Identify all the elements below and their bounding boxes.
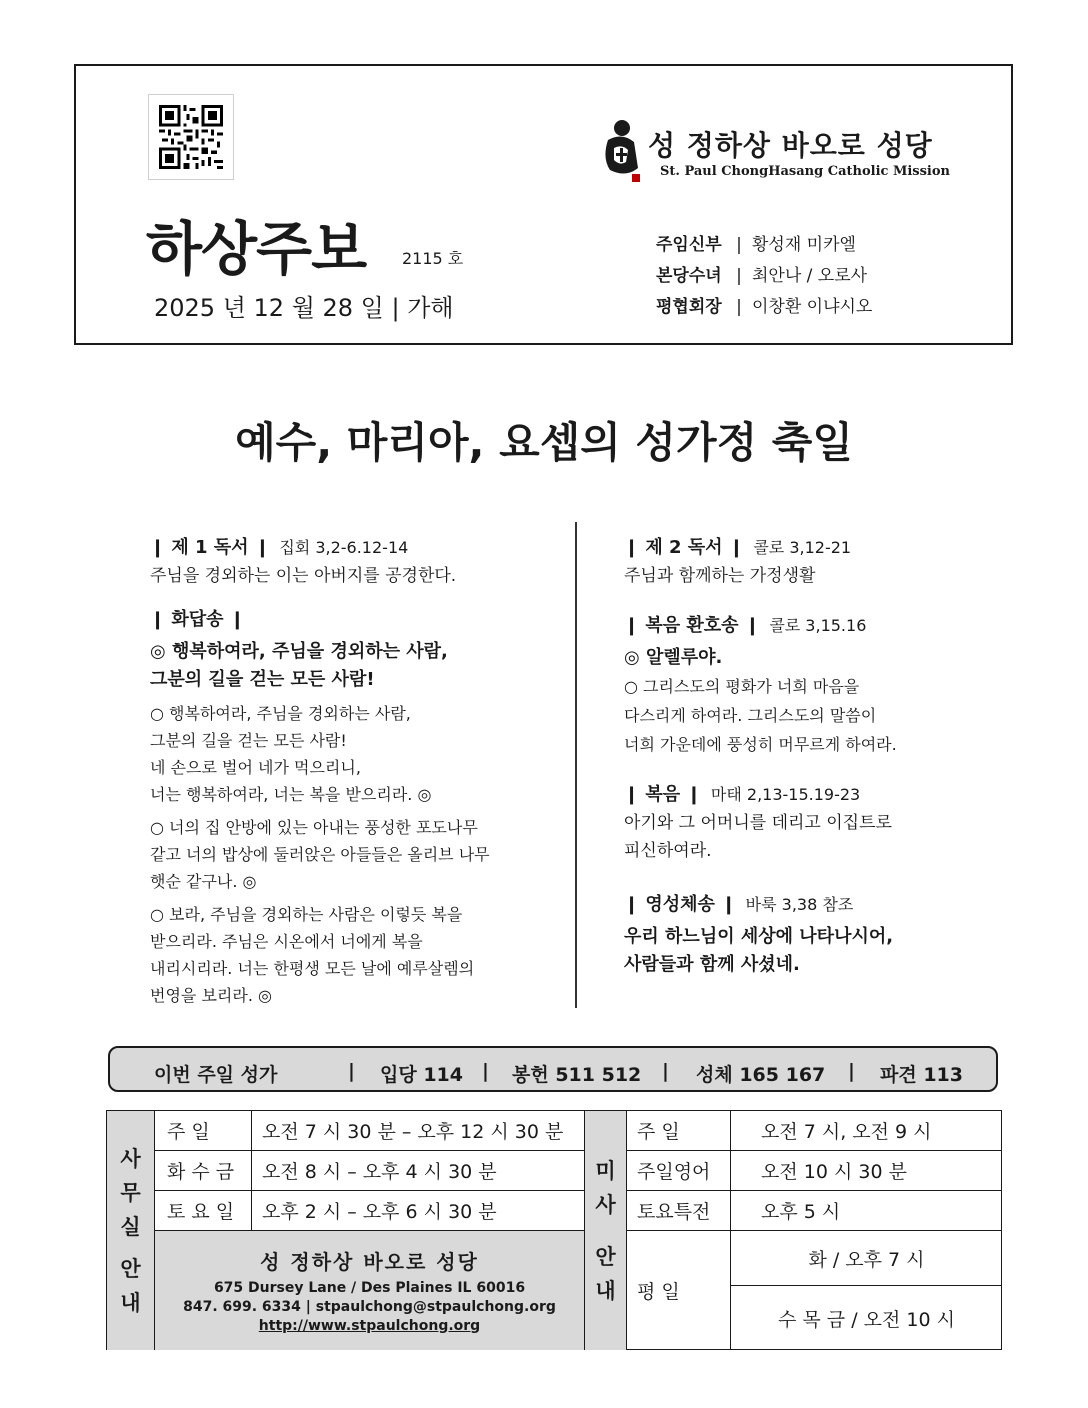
second-reading-heading <box>624 534 1004 562</box>
label-char: 안 <box>120 1256 141 1281</box>
office-hours: 오전 8 시 – 오후 4 시 30 분 <box>252 1151 585 1191</box>
hymns-bar <box>108 1046 998 1092</box>
label-char: 사 <box>120 1146 141 1171</box>
hymns-separator: | <box>482 1060 489 1082</box>
mass-time: 오전 10 시 30 분 <box>731 1151 1002 1191</box>
hymns-separator: | <box>348 1060 355 1082</box>
psalm-response-line: ◎ 행복하여라, 주님을 경외하는 사람, <box>150 641 448 662</box>
staff-name: 황성재 미카엘 <box>752 235 856 255</box>
section-reference: 콜로 3,15.16 <box>769 616 867 635</box>
church-phone-email[interactable]: 847. 699. 6334 | stpaulchong@stpaulchong.org <box>183 1298 556 1315</box>
staff-row <box>656 261 872 292</box>
hymns-separator: | <box>662 1060 669 1082</box>
verse-line: ○ 그리스도의 평화가 너희 마음을 <box>624 677 860 696</box>
mass-time: 오전 7 시, 오전 9 시 <box>731 1111 1002 1151</box>
hymns-title: 이번 주일 성가 <box>154 1064 278 1086</box>
first-reading-heading <box>150 534 570 562</box>
church-name: 성 정하상 바오로 성당 <box>260 1249 479 1274</box>
bulletin-date: 2025 년 12 월 28 일 | 가해 <box>154 294 454 322</box>
label-char: 내 <box>595 1278 616 1303</box>
mass-day: 주일영어 <box>627 1151 731 1191</box>
qr-code-icon[interactable] <box>148 94 234 180</box>
label-char: 무 <box>120 1180 141 1205</box>
verse-line: 내리시리라. 너는 한평생 모든 날에 예루살렘의 <box>150 959 475 978</box>
staff-separator: | <box>736 297 742 317</box>
verse-line: 번영을 보리라. ◎ <box>150 986 272 1005</box>
staff-list <box>656 230 872 323</box>
mass-day: 토요특전 <box>627 1191 731 1231</box>
verse-line: ○ 행복하여라, 주님을 경외하는 사람, <box>150 704 411 723</box>
label-char: 사 <box>595 1192 616 1217</box>
parish-name-korean: 성 정하상 바오로 성당 <box>648 129 933 162</box>
section-reference: 콜로 3,12-21 <box>753 538 852 557</box>
label-char: 미 <box>595 1158 616 1183</box>
gospel-text-line: 피신하여라. <box>624 841 712 861</box>
section-label: ❙ 제 2 독서 ❙ <box>624 537 744 558</box>
section-label: ❙ 화답송 ❙ <box>150 609 245 630</box>
psalm-verse <box>150 814 570 895</box>
mass-label <box>585 1111 627 1350</box>
verse-line: 다스리게 하여라. 그리스도의 말씀이 <box>624 706 877 725</box>
communion-heading <box>624 891 1004 919</box>
readings-right-column <box>624 534 1004 979</box>
section-label: ❙ 영성체송 ❙ <box>624 894 737 915</box>
staff-name: 이창환 이냐시오 <box>752 297 873 317</box>
mass-weekday-label: 평 일 <box>627 1231 731 1350</box>
office-hours: 오후 2 시 – 오후 6 시 30 분 <box>252 1191 585 1231</box>
verse-line: 받으리라. 주님은 시온에서 너에게 복을 <box>150 932 423 951</box>
label-char: 내 <box>120 1290 141 1315</box>
parish-name-english: St. Paul ChongHasang Catholic Mission <box>660 164 950 179</box>
verse-line: 너희 가운데에 풍성히 머무르게 하여라. <box>624 735 897 754</box>
verse-line: 그분의 길을 걷는 모든 사람! <box>150 731 347 750</box>
church-address: 675 Dursey Lane / Des Plaines IL 60016 <box>213 1279 526 1296</box>
section-label: ❙ 복음 ❙ <box>624 784 702 805</box>
saint-figure-icon <box>596 118 644 184</box>
hymn-communion: 성체 165 167 <box>696 1064 826 1086</box>
church-website-link[interactable]: http://www.stpaulchong.org <box>258 1317 481 1334</box>
first-reading-text: 주님을 경외하는 이는 아버지를 공경한다. <box>150 566 457 586</box>
office-day: 화 수 금 <box>155 1151 252 1191</box>
mass-time: 오후 5 시 <box>731 1191 1002 1231</box>
staff-row <box>656 230 872 261</box>
hymn-entrance: 입당 114 <box>380 1064 463 1086</box>
staff-role: 주임신부 <box>656 235 722 255</box>
label-char: 안 <box>595 1244 616 1269</box>
section-label: ❙ 복음 환호송 ❙ <box>624 615 760 636</box>
section-label: ❙ 제 1 독서 ❙ <box>150 537 270 558</box>
staff-separator: | <box>736 235 742 255</box>
column-divider <box>575 522 577 1008</box>
mass-weekday-time: 수 목 금 / 오전 10 시 <box>778 1308 955 1331</box>
hymn-offertory: 봉헌 511 512 <box>512 1064 642 1086</box>
verse-line: 같고 너의 밥상에 둘러앉은 아들들은 올리브 나무 <box>150 845 490 864</box>
staff-role: 본당수녀 <box>656 266 722 286</box>
office-day: 주 일 <box>155 1111 252 1151</box>
label-char: 실 <box>120 1214 141 1239</box>
staff-row <box>656 292 872 323</box>
hymns-separator: | <box>848 1060 855 1082</box>
communion-text-line: 우리 하느님이 세상에 나타나시어, <box>624 926 894 947</box>
readings-left-column <box>150 534 570 1009</box>
section-reference: 마태 2,13-15.19-23 <box>710 785 861 804</box>
psalm-verse <box>150 901 570 1009</box>
gospel-text-line: 아기와 그 어머니를 데리고 이집트로 <box>624 813 892 833</box>
bulletin-header <box>74 64 1013 345</box>
psalm-heading <box>150 606 570 634</box>
psalm-response-line: 그분의 길을 걷는 모든 사람! <box>150 669 375 690</box>
office-day: 토 요 일 <box>155 1191 252 1231</box>
gospel-heading <box>624 781 1004 809</box>
parish-logo <box>596 118 950 188</box>
communion-text-line: 사람들과 함께 사셨네. <box>624 954 800 975</box>
verse-line: ○ 너의 집 안방에 있는 아내는 풍성한 포도나무 <box>150 818 478 837</box>
hymn-recessional: 파견 113 <box>880 1064 963 1086</box>
staff-separator: | <box>736 266 742 286</box>
bulletin-title: 하상주보 <box>146 215 367 283</box>
psalm-verse <box>150 700 570 808</box>
staff-name: 최안나 / 오로사 <box>752 266 868 286</box>
verse-line: 너는 행복하여라, 너는 복을 받으리라. ◎ <box>150 785 432 804</box>
office-label <box>107 1111 155 1350</box>
alleluia-response: ◎ 알렐루야. <box>624 647 723 668</box>
second-reading-text: 주님과 함께하는 가정생활 <box>624 566 816 586</box>
mass-weekday-time: 화 / 오후 7 시 <box>731 1231 1002 1286</box>
verse-line: ○ 보라, 주님을 경외하는 사람은 이렇듯 복을 <box>150 905 463 924</box>
issue-number: 2115 호 <box>402 249 464 268</box>
staff-role: 평협회장 <box>656 297 722 317</box>
section-reference: 집회 3,2-6.12-14 <box>279 538 409 557</box>
feast-title: 예수, 마리아, 요셉의 성가정 축일 <box>235 418 853 467</box>
schedule-table <box>106 1110 1002 1350</box>
verse-line: 햇순 같구나. ◎ <box>150 872 257 891</box>
church-contact <box>155 1231 585 1350</box>
office-hours: 오전 7 시 30 분 – 오후 12 시 30 분 <box>252 1111 585 1151</box>
alleluia-heading <box>624 612 1004 640</box>
verse-line: 네 손으로 벌어 네가 먹으리니, <box>150 758 361 777</box>
section-reference: 바룩 3,38 참조 <box>745 895 854 914</box>
mass-day: 주 일 <box>627 1111 731 1151</box>
